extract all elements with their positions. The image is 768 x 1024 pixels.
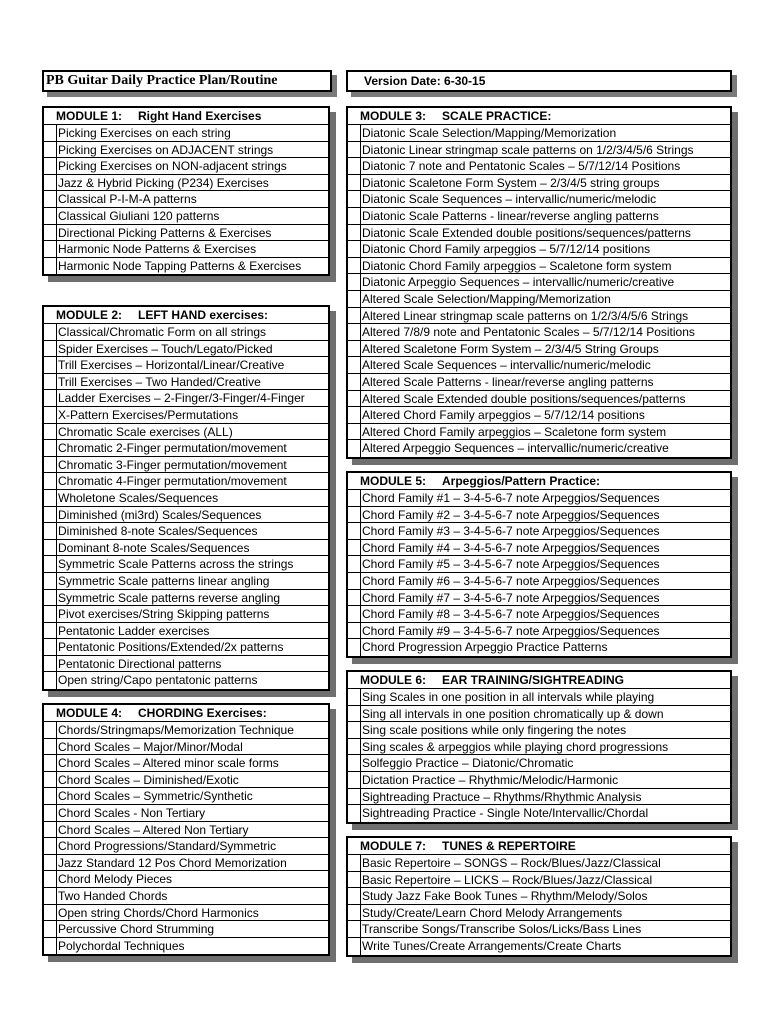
list-item: Classical P-I-M-A patterns	[44, 191, 328, 208]
module-number: MODULE 1:	[56, 109, 122, 123]
list-item: Sing scales & arpeggios while playing chord progressions	[348, 739, 730, 756]
list-item: Trill Exercises – Two Handed/Creative	[44, 374, 328, 391]
list-item: Pivot exercises/String Skipping patterns	[44, 606, 328, 623]
list-item: Altered Scale Patterns - linear/reverse angling patterns	[348, 374, 730, 391]
module-3	[346, 106, 732, 459]
list-item: Open string/Capo pentatonic patterns	[44, 672, 328, 689]
list-item: Chord Scales - Non Tertiary	[44, 805, 328, 822]
module-4	[42, 703, 330, 956]
list-item: Percussive Chord Strumming	[44, 921, 328, 938]
list-item: Altered Arpeggio Sequences – intervallic/numeric/creative	[348, 440, 730, 457]
list-item: Chord Scales – Symmetric/Synthetic	[44, 788, 328, 805]
list-item: Basic Repertoire – LICKS – Rock/Blues/Jazz/Classical	[348, 872, 730, 889]
module-2	[42, 305, 330, 691]
list-item: Sightreading Practuce – Rhythms/Rhythmic Analysis	[348, 789, 730, 806]
list-item: Diatonic Scale Selection/Mapping/Memorization	[348, 125, 730, 142]
list-item: Study Jazz Fake Book Tunes – Rhythm/Melody/Solos	[348, 888, 730, 905]
list-item: Symmetric Scale patterns reverse angling	[44, 590, 328, 607]
list-item: Sing Scales in one position in all intervals while playing	[348, 689, 730, 706]
module-number: MODULE 4:	[56, 706, 122, 720]
module-number: MODULE 2:	[56, 308, 122, 322]
list-item: Diatonic 7 note and Pentatonic Scales – 5/7/12/14 Positions	[348, 158, 730, 175]
list-item: Diatonic Scale Extended double positions/sequences/patterns	[348, 225, 730, 242]
list-item: Altered Chord Family arpeggios – Scaletone form system	[348, 424, 730, 441]
module-title: TUNES & REPERTOIRE	[442, 839, 576, 853]
version-date-text: Version Date: 6-30-15	[364, 74, 486, 88]
list-item: Classical/Chromatic Form on all strings	[44, 324, 328, 341]
module-number: MODULE 5:	[360, 474, 426, 488]
list-item: Dominant 8-note Scales/Sequences	[44, 540, 328, 557]
list-item: Diatonic Chord Family arpeggios – 5/7/12/14 positions	[348, 241, 730, 258]
list-item: Chord Family #4 – 3-4-5-6-7 note Arpeggios/Sequences	[348, 540, 730, 557]
list-item: Chromatic 3-Finger permutation/movement	[44, 457, 328, 474]
list-item: Chord Progressions/Standard/Symmetric	[44, 838, 328, 855]
module-header	[44, 108, 328, 125]
list-item: Diminished (mi3rd) Scales/Sequences	[44, 507, 328, 524]
version-date	[346, 70, 732, 92]
module-title: EAR TRAINING/SIGHTREADING	[442, 673, 625, 687]
list-item: Chords/Stringmaps/Memorization Technique	[44, 722, 328, 739]
list-item: Jazz Standard 12 Pos Chord Memorization	[44, 855, 328, 872]
list-item: Basic Repertoire – SONGS – Rock/Blues/Jazz/Classical	[348, 855, 730, 872]
list-item: Chord Family #3 – 3-4-5-6-7 note Arpeggios/Sequences	[348, 523, 730, 540]
module-item-list	[44, 125, 328, 274]
module-5	[346, 471, 732, 658]
list-item: Chromatic Scale exercises (ALL)	[44, 424, 328, 441]
list-item: Spider Exercises – Touch/Legato/Picked	[44, 341, 328, 358]
list-item: Altered Linear stringmap scale patterns on 1/2/3/4/5/6 Strings	[348, 308, 730, 325]
module-7	[346, 836, 732, 957]
list-item: Directional Picking Patterns & Exercises	[44, 225, 328, 242]
module-item-list	[348, 855, 730, 955]
list-item: Jazz & Hybrid Picking (P234) Exercises	[44, 175, 328, 192]
list-item: Transcribe Songs/Transcribe Solos/Licks/Bass Lines	[348, 921, 730, 938]
list-item: Sing scale positions while only fingering the notes	[348, 722, 730, 739]
list-item: Chord Family #8 – 3-4-5-6-7 note Arpeggios/Sequences	[348, 606, 730, 623]
list-item: Trill Exercises – Horizontal/Linear/Creative	[44, 357, 328, 374]
list-item: Chord Progression Arpeggio Practice Patterns	[348, 639, 730, 656]
list-item: Harmonic Node Tapping Patterns & Exercises	[44, 258, 328, 275]
list-item: Pentatonic Directional patterns	[44, 656, 328, 673]
module-header	[348, 473, 730, 490]
list-item: Sing all intervals in one position chromatically up & down	[348, 706, 730, 723]
module-title: Right Hand Exercises	[138, 109, 262, 123]
module-header	[348, 838, 730, 855]
module-header	[44, 307, 328, 324]
list-item: Chord Family #6 – 3-4-5-6-7 note Arpeggios/Sequences	[348, 573, 730, 590]
module-header	[348, 108, 730, 125]
list-item: Altered Scaletone Form System – 2/3/4/5 String Groups	[348, 341, 730, 358]
module-item-list	[44, 722, 328, 954]
list-item: Diatonic Arpeggio Sequences – intervallic/numeric/creative	[348, 274, 730, 291]
list-item: Two Handed Chords	[44, 888, 328, 905]
list-item: Altered Scale Sequences – intervallic/numeric/melodic	[348, 357, 730, 374]
list-item: Picking Exercises on ADJACENT strings	[44, 142, 328, 159]
list-item: Chord Family #9 – 3-4-5-6-7 note Arpeggios/Sequences	[348, 623, 730, 640]
list-item: Chord Scales – Major/Minor/Modal	[44, 739, 328, 756]
list-item: Diatonic Scale Sequences – intervallic/numeric/melodic	[348, 191, 730, 208]
list-item: Chord Family #5 – 3-4-5-6-7 note Arpeggios/Sequences	[348, 556, 730, 573]
module-item-list	[348, 689, 730, 822]
list-item: Ladder Exercises – 2-Finger/3-Finger/4-Finger	[44, 390, 328, 407]
list-item: Chord Melody Pieces	[44, 871, 328, 888]
module-header	[348, 672, 730, 689]
list-item: Write Tunes/Create Arrangements/Create Charts	[348, 938, 730, 955]
list-item: Chord Scales – Altered Non Tertiary	[44, 822, 328, 839]
page-title: PB Guitar Daily Practice Plan/Routine	[42, 70, 332, 92]
module-1	[42, 106, 330, 276]
list-item: Pentatonic Ladder exercises	[44, 623, 328, 640]
module-6	[346, 670, 732, 824]
list-item: Dictation Practice – Rhythmic/Melodic/Harmonic	[348, 772, 730, 789]
module-title: CHORDING Exercises:	[138, 706, 267, 720]
list-item: Sightreading Practice - Single Note/Intervallic/Chordal	[348, 805, 730, 822]
list-item: Chord Scales – Altered minor scale forms	[44, 755, 328, 772]
list-item: Open string Chords/Chord Harmonics	[44, 905, 328, 922]
list-item: Diatonic Linear stringmap scale patterns on 1/2/3/4/5/6 Strings	[348, 142, 730, 159]
list-item: Chord Family #1 – 3-4-5-6-7 note Arpeggios/Sequences	[348, 490, 730, 507]
list-item: Study/Create/Learn Chord Melody Arrangements	[348, 905, 730, 922]
list-item: X-Pattern Exercises/Permutations	[44, 407, 328, 424]
list-item: Classical Giuliani 120 patterns	[44, 208, 328, 225]
module-header	[44, 705, 328, 722]
module-number: MODULE 7:	[360, 839, 426, 853]
module-title: SCALE PRACTICE:	[442, 109, 552, 123]
list-item: Pentatonic Positions/Extended/2x patterns	[44, 639, 328, 656]
module-title: LEFT HAND exercises:	[138, 308, 269, 322]
list-item: Altered Scale Extended double positions/sequences/patterns	[348, 391, 730, 408]
module-title: Arpeggios/Pattern Practice:	[442, 474, 601, 488]
list-item: Diatonic Chord Family arpeggios – Scaletone form system	[348, 258, 730, 275]
list-item: Harmonic Node Patterns & Exercises	[44, 241, 328, 258]
list-item: Altered Scale Selection/Mapping/Memorization	[348, 291, 730, 308]
list-item: Diatonic Scale Patterns - linear/reverse angling patterns	[348, 208, 730, 225]
list-item: Chromatic 4-Finger permutation/movement	[44, 473, 328, 490]
list-item: Wholetone Scales/Sequences	[44, 490, 328, 507]
module-item-list	[44, 324, 328, 689]
list-item: Diminished 8-note Scales/Sequences	[44, 523, 328, 540]
module-number: MODULE 3:	[360, 109, 426, 123]
module-item-list	[348, 125, 730, 457]
list-item: Chromatic 2-Finger permutation/movement	[44, 440, 328, 457]
list-item: Diatonic Scaletone Form System – 2/3/4/5 string groups	[348, 175, 730, 192]
list-item: Altered Chord Family arpeggios – 5/7/12/14 positions	[348, 407, 730, 424]
list-item: Chord Family #2 – 3-4-5-6-7 note Arpeggios/Sequences	[348, 507, 730, 524]
list-item: Chord Scales – Diminished/Exotic	[44, 772, 328, 789]
module-item-list	[348, 490, 730, 656]
list-item: Picking Exercises on each string	[44, 125, 328, 142]
list-item: Altered 7/8/9 note and Pentatonic Scales – 5/7/12/14 Positions	[348, 324, 730, 341]
list-item: Picking Exercises on NON-adjacent strings	[44, 158, 328, 175]
list-item: Chord Family #7 – 3-4-5-6-7 note Arpeggios/Sequences	[348, 590, 730, 607]
list-item: Symmetric Scale patterns linear angling	[44, 573, 328, 590]
list-item: Symmetric Scale Patterns across the strings	[44, 556, 328, 573]
module-number: MODULE 6:	[360, 673, 426, 687]
list-item: Solfeggio Practice – Diatonic/Chromatic	[348, 755, 730, 772]
list-item: Polychordal Techniques	[44, 938, 328, 955]
